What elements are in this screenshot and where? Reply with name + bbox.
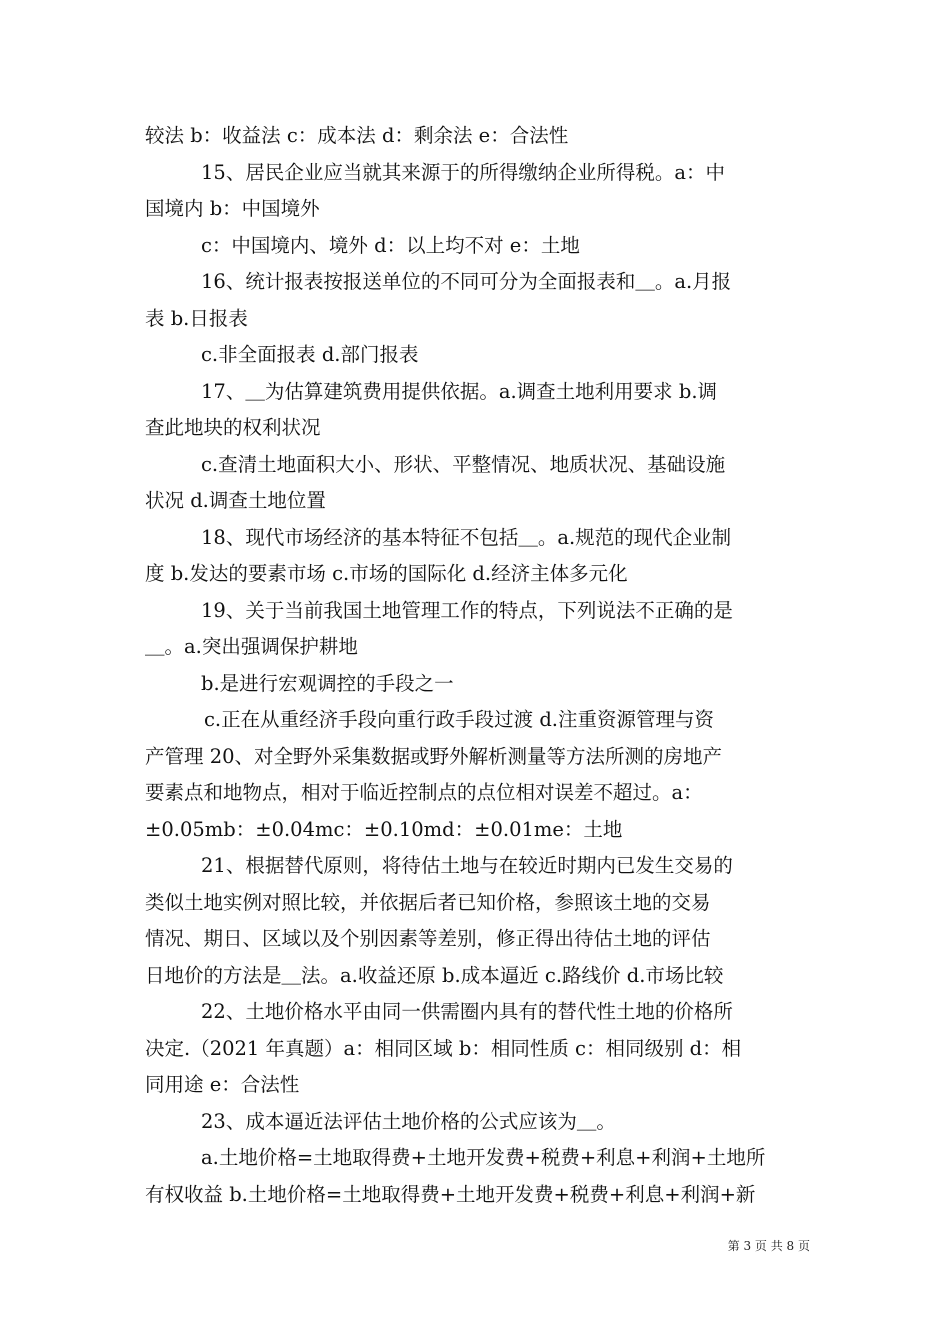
text-line: c.非全面报表 d.部门报表: [201, 343, 419, 366]
text-line: 表 b.日报表: [145, 306, 248, 330]
text-line: 决定.（2021 年真题）a：相同区域 b：相同性质 c：相同级别 d：相: [145, 1036, 742, 1060]
text-line: a.土地价格=土地取得费+土地开发费+税费+利息+利润+土地所: [201, 1146, 766, 1169]
text-line: 产管理 20、对全野外采集数据或野外解析测量等方法所测的房地产: [145, 744, 723, 768]
text-line: 同用途 e：合法性: [145, 1073, 300, 1096]
text-line: c：中国境内、境外 d：以上均不对 e：土地: [201, 233, 580, 257]
text-line: 21、根据替代原则，将待估土地与在较近时期内已发生交易的: [201, 854, 733, 877]
text-line: 18、现代市场经济的基本特征不包括＿。a.规范的现代企业制: [201, 525, 732, 549]
text-line: ±0.05mb：±0.04mc：±0.10md：±0.01me：土地: [145, 817, 623, 841]
text-line: ＿。a.突出强调保护耕地: [145, 635, 358, 658]
text-line: 情况、期日、区域以及个别因素等差别，修正得出待估土地的评估: [145, 927, 711, 950]
text-line: 17、＿为估算建筑费用提供依据。a.调查土地利用要求 b.调: [201, 379, 718, 403]
text-line: c.查清土地面积大小、形状、平整情况、地质状况、基础设施: [201, 452, 726, 476]
text-line: 23、成本逼近法评估土地价格的公式应该为＿。: [201, 1109, 616, 1133]
text-line: 状况 d.调查土地位置: [145, 489, 326, 512]
text-line: 有权收益 b.土地价格=土地取得费+土地开发费+税费+利息+利润+新: [145, 1182, 756, 1206]
text-line: c.正在从重经济手段向重行政手段过渡 d.注重资源管理与资: [204, 708, 714, 731]
text-line: 15、居民企业应当就其来源于的所得缴纳企业所得税。a：中: [201, 160, 725, 184]
text-line: 要素点和地物点，相对于临近控制点的点位相对误差不超过。a：: [145, 781, 703, 804]
text-line: 22、土地价格水平由同一供需圈内具有的替代性土地的价格所: [201, 1000, 733, 1023]
body-text: [145, 118, 810, 1213]
text-line: 16、统计报表按报送单位的不同可分为全面报表和＿。a.月报: [201, 270, 732, 293]
text-line: 日地价的方法是＿法。a.收益还原 b.成本逼近 c.路线价 d.市场比较: [145, 963, 724, 987]
text-line: 较法 b：收益法 c：成本法 d：剩余法 e：合法性: [145, 124, 569, 147]
text-line: 19、关于当前我国土地管理工作的特点，下列说法不正确的是: [201, 598, 733, 622]
text-line: 国境内 b：中国境外: [145, 197, 320, 220]
text-line: 度 b.发达的要素市场 c.市场的国际化 d.经济主体多元化: [145, 562, 628, 585]
page-number-footer: 第 3 页 共 8 页: [727, 1239, 810, 1253]
text-line: b.是进行宏观调控的手段之一: [201, 671, 454, 695]
text-line: 类似土地实例对照比较，并依据后者已知价格，参照该土地的交易: [145, 890, 711, 914]
text-line: 查此地块的权利状况: [145, 416, 321, 439]
